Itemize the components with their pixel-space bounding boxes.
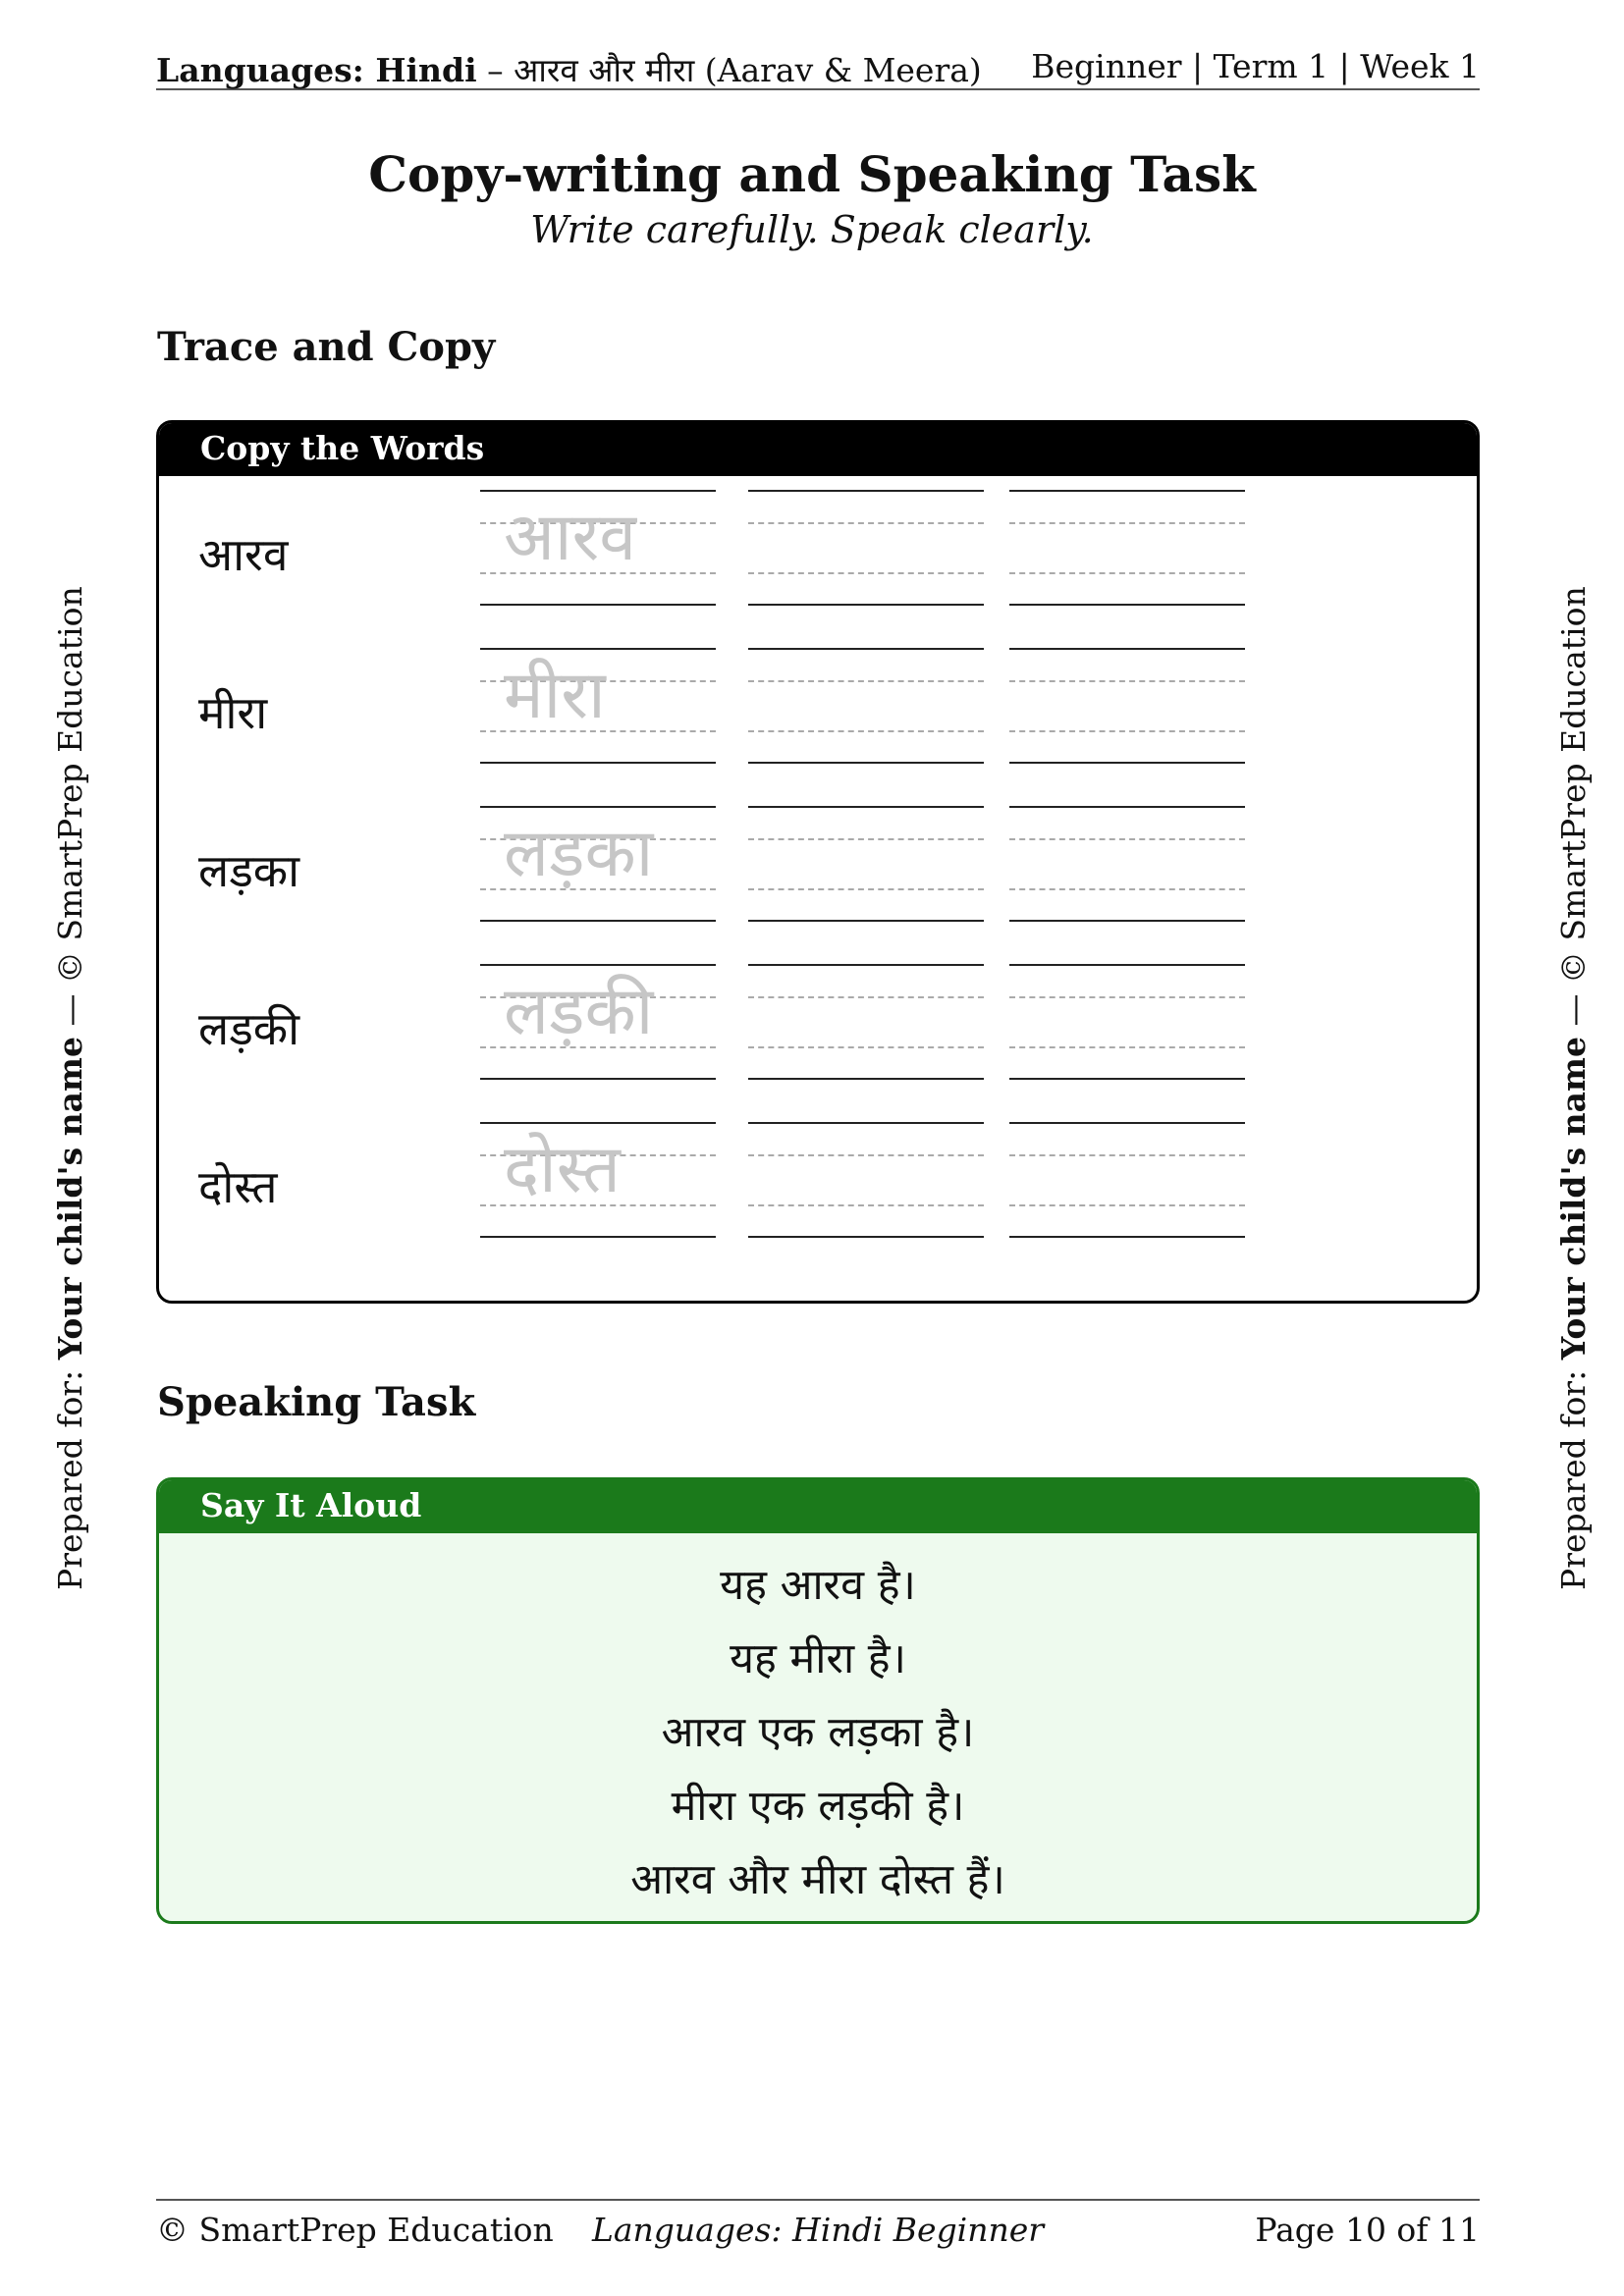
copy-box[interactable]: [748, 648, 984, 764]
trace-box[interactable]: [480, 490, 716, 606]
copy-row: [159, 946, 1477, 1103]
footer-course: Languages: Hindi Beginner: [591, 2211, 1045, 2249]
side-label-name: Your child's name: [51, 1037, 89, 1361]
trace-word: लड़की: [504, 973, 654, 1050]
side-label-left: [51, 586, 89, 1590]
trace-section-heading: Trace and Copy: [157, 324, 496, 370]
page-header: [156, 45, 1480, 90]
trace-box[interactable]: [480, 1122, 716, 1238]
header-subject-title: Languages: Hindi: [156, 51, 477, 89]
say-it-aloud-card-title: Say It Aloud: [159, 1480, 1477, 1533]
copy-words-card: [156, 420, 1480, 1304]
trace-box[interactable]: [480, 806, 716, 922]
speaking-sentences: [159, 1549, 1477, 1917]
copy-word: लड़की: [198, 1002, 300, 1055]
speaking-sentence: आरव एक लड़का है।: [661, 1708, 975, 1757]
speaking-section-heading: Speaking Task: [157, 1379, 476, 1425]
copy-word: लड़का: [198, 844, 300, 897]
copy-box[interactable]: [1009, 1122, 1245, 1238]
side-label-right: [1554, 586, 1593, 1590]
page-title: Copy-writing and Speaking Task: [368, 145, 1256, 203]
speaking-sentence: मीरा एक लड़की है।: [671, 1782, 965, 1831]
speaking-sentence: आरव और मीरा दोस्त हैं।: [630, 1855, 1005, 1904]
say-it-aloud-card: [156, 1477, 1480, 1924]
trace-box[interactable]: [480, 964, 716, 1080]
copy-box[interactable]: [748, 806, 984, 922]
side-label-prefix: Prepared for:: [51, 1360, 89, 1590]
side-label-suffix: — © SmartPrep Education: [51, 586, 89, 1038]
copy-box[interactable]: [1009, 648, 1245, 764]
side-label-suffix: — © SmartPrep Education: [1554, 586, 1593, 1038]
copy-box[interactable]: [748, 1122, 984, 1238]
copy-word: आरव: [198, 528, 289, 581]
copy-box[interactable]: [1009, 490, 1245, 606]
copy-words-card-title: Copy the Words: [159, 423, 1477, 476]
copy-row: [159, 472, 1477, 629]
copy-word: मीरा: [198, 686, 268, 739]
copy-row: [159, 630, 1477, 787]
copy-box[interactable]: [748, 964, 984, 1080]
header-level: Beginner | Term 1 | Week 1: [1031, 47, 1480, 85]
speaking-sentence: यह आरव है।: [720, 1561, 916, 1610]
copy-box[interactable]: [1009, 964, 1245, 1080]
side-label-name: Your child's name: [1554, 1037, 1593, 1361]
copy-box[interactable]: [1009, 806, 1245, 922]
copy-box[interactable]: [748, 490, 984, 606]
copy-word: दोस्त: [198, 1160, 278, 1213]
side-label-prefix: Prepared for:: [1554, 1360, 1593, 1590]
trace-word: दोस्त: [504, 1131, 621, 1208]
page-subtitle: Write carefully. Speak clearly.: [530, 208, 1094, 251]
footer-page-number: Page 10 of 11: [1255, 2211, 1480, 2249]
copy-row: [159, 1104, 1477, 1261]
copy-row: [159, 788, 1477, 945]
header-topic: – आरव और मीरा (Aarav & Meera): [476, 51, 982, 89]
speaking-sentence: यह मीरा है।: [730, 1634, 906, 1683]
page-footer: [156, 2199, 1480, 2258]
trace-word: लड़का: [504, 815, 654, 892]
trace-word: मीरा: [504, 657, 606, 734]
footer-copyright: © SmartPrep Education: [156, 2211, 554, 2249]
trace-word: आरव: [504, 499, 637, 576]
header-subject: [156, 47, 982, 91]
trace-box[interactable]: [480, 648, 716, 764]
